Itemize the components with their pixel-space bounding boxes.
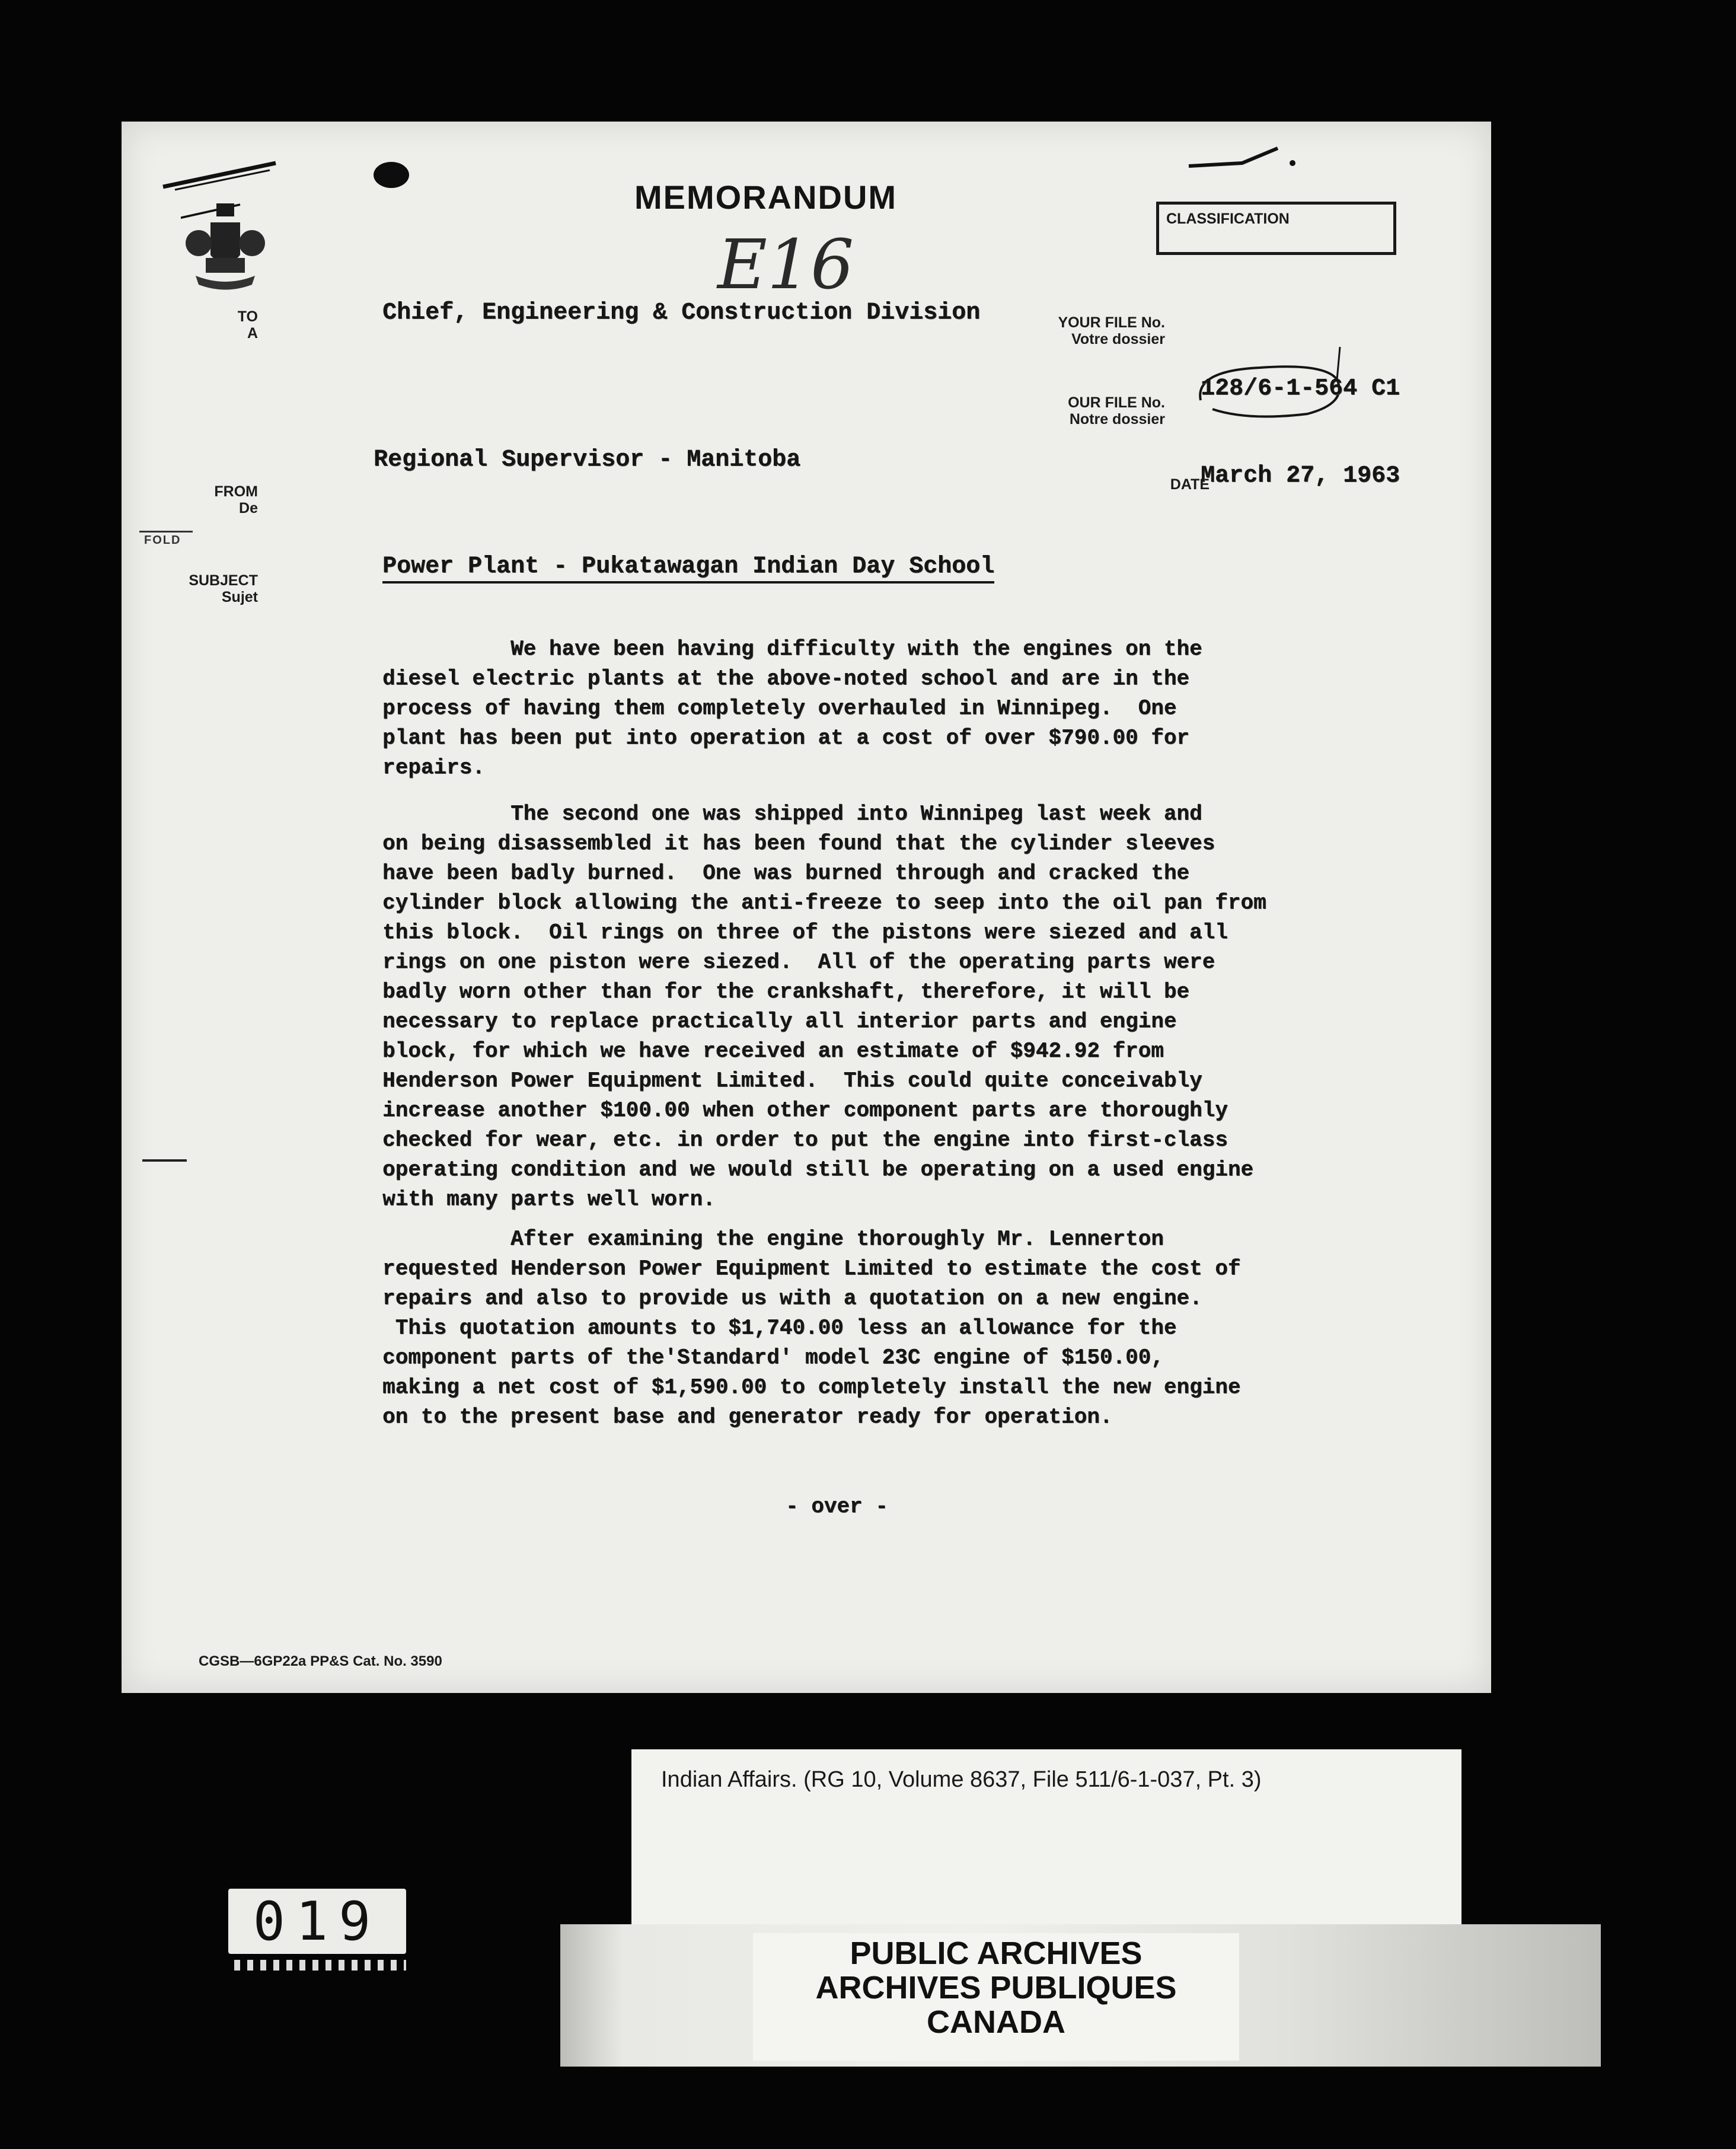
from-label-en: FROM — [214, 483, 258, 500]
our-file-label-fr: Notre dossier — [1069, 411, 1165, 428]
our-file-label-en: OUR FILE No. — [1068, 394, 1165, 411]
our-file-number: 128/6-1-564 C1 — [1201, 375, 1400, 402]
handwritten-code: E16 — [717, 225, 854, 305]
smudge-mark-icon — [335, 122, 430, 193]
your-file-label-en: YOUR FILE No. — [1058, 314, 1165, 331]
pen-stroke-icon — [157, 157, 299, 193]
classification-box — [1156, 202, 1396, 255]
frame-number: 019 — [228, 1889, 406, 1954]
archive-reference: Indian Affairs. (RG 10, Volume 8637, File 511/6-1-037, Pt. 3) — [661, 1767, 1262, 1792]
our-file-label — [1046, 394, 1165, 428]
archive-stamp — [753, 1936, 1239, 2039]
from-label — [193, 483, 258, 516]
form-number: CGSB—6GP22a PP&S Cat. No. 3590 — [199, 1653, 442, 1669]
memo-heading: MEMORANDUM — [634, 178, 898, 216]
stamp-line-2: ARCHIVES PUBLIQUES — [815, 1970, 1177, 2005]
your-file-label-fr: Votre dossier — [1071, 331, 1165, 347]
classification-label: CLASSIFICATION — [1166, 211, 1290, 227]
margin-tick — [142, 1159, 187, 1162]
subject-label-en: SUBJECT — [189, 572, 258, 589]
to-value: Chief, Engineering & Construction Division — [382, 299, 981, 326]
from-value: Regional Supervisor - Manitoba — [374, 447, 801, 473]
fold-label: FOLD — [144, 534, 181, 547]
memorandum-page — [122, 122, 1491, 1693]
subject-label-fr: Sujet — [221, 589, 258, 605]
coat-of-arms-icon — [181, 199, 270, 305]
from-label-fr: De — [239, 500, 258, 516]
body-paragraph-2: The second one was shipped into Winnipeg last week and on being disassembled it has been found that the cylinder sleeves have been badly burned. One was burned through and cracked the cylinder block allowing the anti-freeze to seep into the oil pan from this block. Oil rings on three of the pistons were siezed and all rings on one piston were siezed. All of the operating parts were badly worn other than for the crankshaft, therefore, it will be necessary to replace practically all interior parts and engine block, for which we have received an estimate of $942.92 from Henderson Power Equipment Limited. This could quite conceivably increase another $100.00 when other component parts are thoroughly checked for wear, etc. in order to put the engine into first-class operating condition and we would still be operating on a used engine with many parts well worn. — [382, 802, 1266, 1211]
to-label-en: TO — [237, 308, 258, 325]
to-label — [228, 308, 258, 342]
fold-rule — [139, 531, 193, 533]
to-label-fr: A — [247, 325, 258, 342]
subject-label — [181, 572, 258, 605]
date-value: March 27, 1963 — [1201, 463, 1400, 489]
stamp-line-1: PUBLIC ARCHIVES — [850, 1936, 1143, 1971]
pen-tick-icon — [1183, 139, 1301, 175]
body-paragraph-3: After examining the engine thoroughly Mr. Lennerton requested Henderson Power Equipment Limited to estimate the cost of repairs and also to provide us with a quotation on a new engine. This quotation amounts to $1,740.00 less an allowance for the component parts of the'Standard' model 23C engine of $150.00, making a net cost of $1,590.00 to completely install the new engine on to the present base and generator ready for operation. — [382, 1227, 1241, 1429]
continuation-marker: - over - — [786, 1494, 888, 1519]
stamp-line-3: CANADA — [927, 2004, 1065, 2040]
date-label: DATE — [1170, 476, 1210, 493]
your-file-label — [1046, 314, 1165, 347]
subject-value: Power Plant - Pukatawagan Indian Day School — [382, 553, 994, 584]
film-sprockets — [234, 1960, 406, 1971]
body-paragraph-1: We have been having difficulty with the engines on the diesel electric plants at the above-noted school and are in the process of having them completely overhauled in Winnipeg. One plant has been put into operation at a cost of over $790.00 for repairs. — [382, 637, 1202, 780]
archive-reference-card — [631, 1749, 1461, 1951]
